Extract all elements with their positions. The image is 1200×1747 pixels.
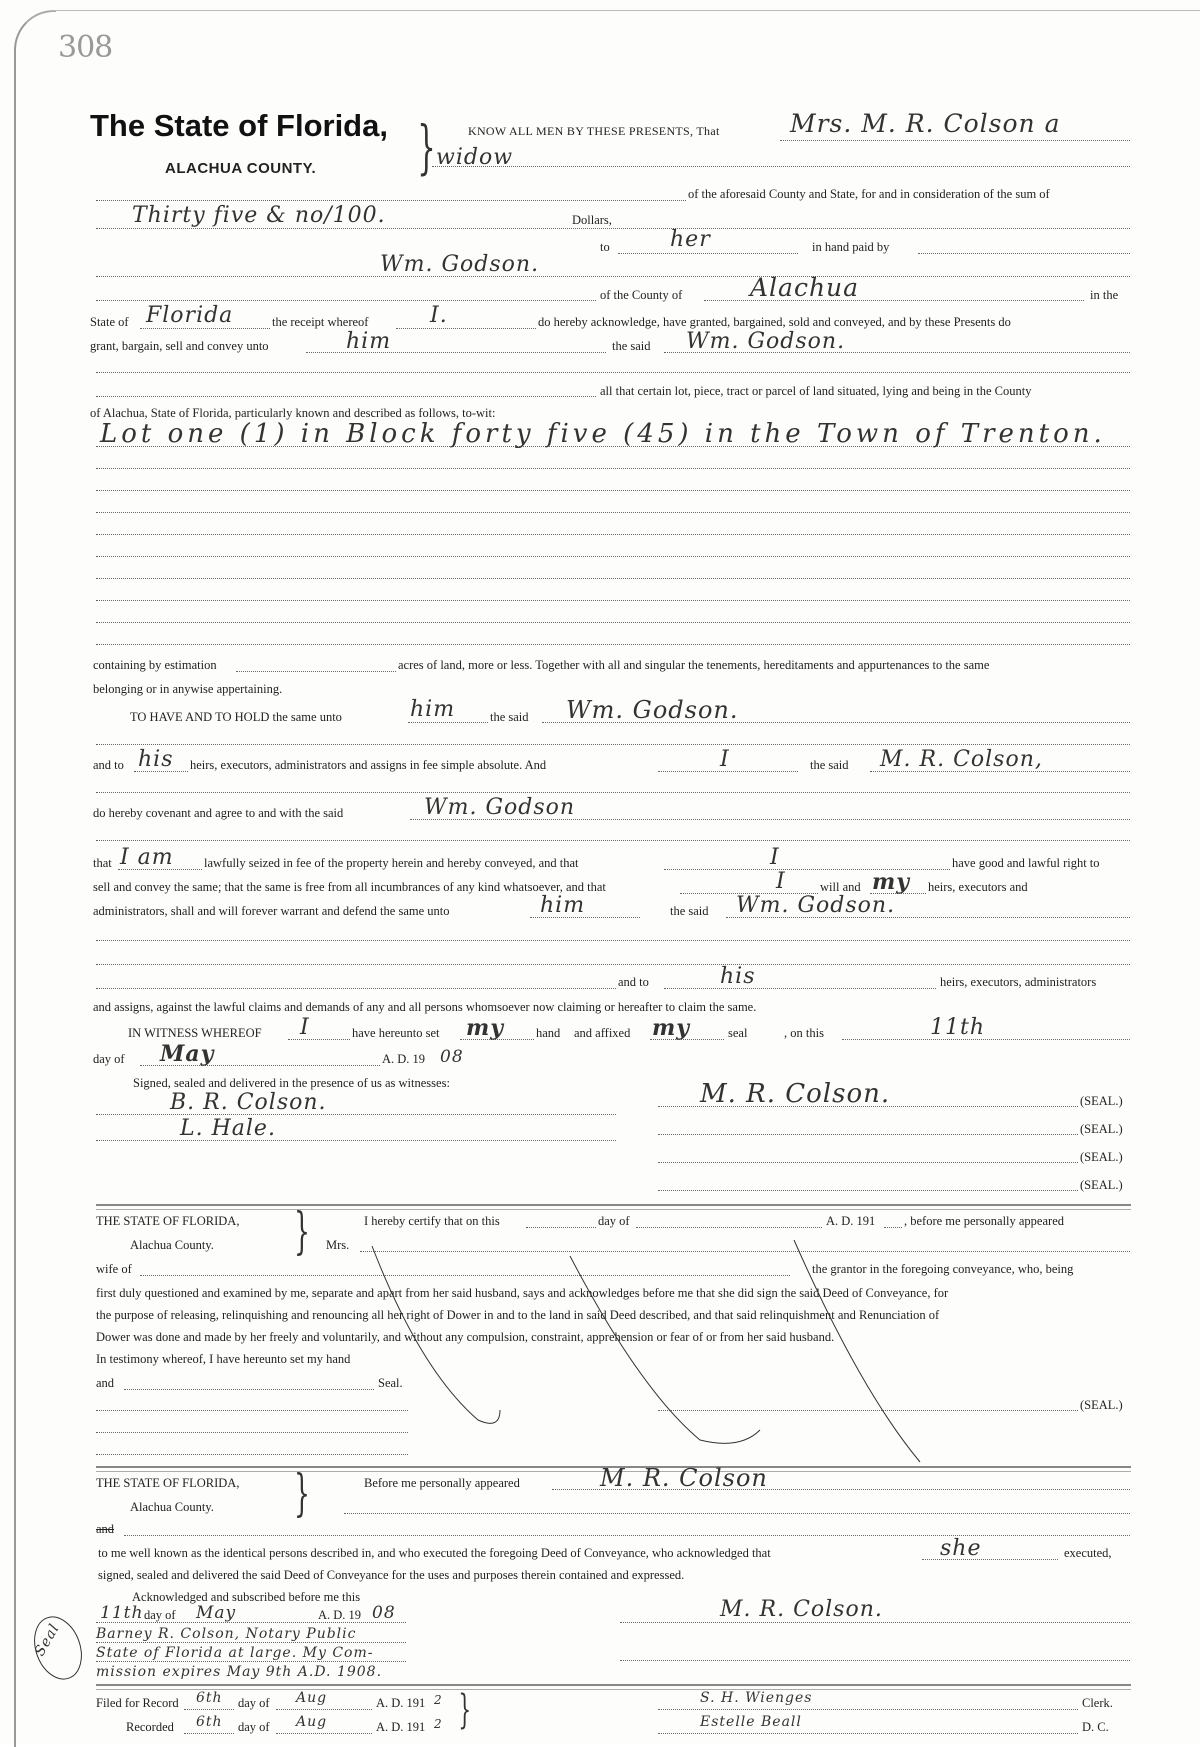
- grantor-handwritten: Mrs. M. R. Colson a: [790, 109, 1061, 138]
- ack-state: THE STATE OF FLORIDA,: [96, 1476, 240, 1490]
- witness-handwritten: I: [300, 1015, 310, 1040]
- dower-state: THE STATE OF FLORIDA,: [96, 1214, 240, 1228]
- text-assigns: and assigns, against the lawful claims and demands of any and all persons whomsoever now claiming or hereafter to claim the same.: [93, 1000, 757, 1014]
- brace: }: [293, 1464, 310, 1522]
- text-the-said: the said: [810, 758, 849, 772]
- day-handwritten: 11th: [930, 1015, 986, 1040]
- cancel-stroke: [570, 1256, 760, 1443]
- text-testimony: In testimony whereof, I have hereunto set my hand: [96, 1352, 351, 1366]
- notary-handwritten: mission expires May 9th A.D. 1908.: [96, 1664, 383, 1680]
- text-acknowledge: do hereby acknowledge, have granted, bargained, sold and conveyed, and by these Presents do: [538, 315, 1011, 329]
- text-belonging: belonging or in anywise appertaining.: [93, 682, 283, 696]
- text-heirs-admins: heirs, executors, administrators: [940, 975, 1097, 989]
- text-ad: A. D. 19: [382, 1052, 426, 1066]
- text-good-right: have good and lawful right to: [952, 856, 1100, 870]
- text-day-of: day of: [238, 1720, 270, 1734]
- lawfully-handwritten: I: [770, 845, 780, 870]
- seal-label: (SEAL.): [1080, 1094, 1123, 1108]
- text-day-of: day of: [93, 1052, 125, 1066]
- text-signed: signed, sealed and delivered the said Deed of Conveyance for the uses and purposes therein contained and expressed.: [98, 1568, 685, 1582]
- filed-month-handwritten: Aug: [296, 1690, 328, 1706]
- ack-signer-handwritten: M. R. Colson.: [720, 1597, 883, 1622]
- text-signed: Signed, sealed and delivered in the presence of us as witnesses:: [133, 1076, 450, 1090]
- state-handwritten: Florida: [146, 303, 234, 328]
- text-receipt: the receipt whereof: [272, 315, 369, 329]
- text-seal: seal: [728, 1026, 748, 1040]
- intro-text: KNOW ALL MEN BY THESE PRESENTS, That: [468, 124, 720, 138]
- month-handwritten: May: [160, 1041, 215, 1067]
- rec-month-handwritten: Aug: [296, 1714, 328, 1730]
- text-in-the: in the: [1090, 288, 1119, 302]
- payer-handwritten: Wm. Godson.: [380, 252, 540, 277]
- text-will-and: will and: [820, 880, 861, 894]
- and-handwritten: I: [720, 747, 730, 772]
- text-hereunto: have hereunto set: [352, 1026, 440, 1040]
- admins-handwritten: him: [540, 893, 586, 918]
- text-state-of: State of: [90, 315, 129, 329]
- and-to-handwritten: his: [138, 747, 174, 772]
- text-lawfully: lawfully seized in fee of the property herein and hereby conveyed, and that: [204, 856, 579, 870]
- text-day-of: day of: [598, 1214, 630, 1228]
- ack-month-handwritten: May: [196, 1603, 237, 1623]
- rec-year-handwritten: 2: [434, 1717, 443, 1731]
- year-handwritten: 08: [440, 1047, 464, 1067]
- seal-handwritten: Seal: [31, 1620, 63, 1660]
- text-ad: A. D. 191: [376, 1720, 426, 1734]
- page-number: 308: [58, 30, 113, 65]
- text-seal: Seal.: [378, 1376, 403, 1390]
- grantor-handwritten-2: widow: [436, 145, 514, 170]
- text-acknowledged: Acknowledged and subscribed before me this: [132, 1590, 361, 1604]
- text-and-struck: and: [96, 1522, 115, 1536]
- before-handwritten: M. R. Colson: [600, 1464, 768, 1492]
- seal-label: (SEAL.): [1080, 1178, 1123, 1192]
- admins-name-handwritten: Wm. Godson.: [736, 893, 896, 918]
- brace: }: [293, 1202, 310, 1260]
- text-filed: Filed for Record: [96, 1696, 179, 1710]
- form-county: ALACHUA COUNTY.: [165, 160, 317, 177]
- notary-seal-circle: [26, 1610, 89, 1685]
- cancel-stroke: [372, 1246, 500, 1423]
- text-grant: grant, bargain, sell and convey unto: [90, 339, 269, 353]
- text-before: , before me personally appeared: [904, 1214, 1064, 1228]
- text-executed: executed,: [1064, 1546, 1112, 1560]
- text-aforesaid: of the aforesaid County and State, for and in consideration of the sum of: [688, 187, 1050, 201]
- text-county-of: of the County of: [600, 288, 683, 302]
- text-the-said: the said: [670, 904, 709, 918]
- text-ad: A. D. 191: [376, 1696, 426, 1710]
- set-handwritten: my: [466, 1015, 505, 1041]
- text-and-to: and to: [93, 758, 124, 772]
- and-to-2-handwritten: his: [720, 964, 756, 989]
- form-title: The State of Florida,: [90, 108, 388, 143]
- habendum-name-handwritten: Wm. Godson.: [566, 696, 739, 724]
- habendum-handwritten: him: [410, 697, 456, 722]
- notary-handwritten: Barney R. Colson, Notary Public: [96, 1626, 357, 1642]
- text-grantor: the grantor in the foregoing conveyance, who, being: [812, 1262, 1074, 1276]
- text-affixed: and affixed: [574, 1026, 631, 1040]
- text-of-alachua: of Alachua, State of Florida, particularly known and described as follows, to-wit:: [90, 406, 496, 420]
- text-certify: I hereby certify that on this: [364, 1214, 500, 1228]
- clerk-handwritten: S. H. Wienges: [700, 1690, 813, 1706]
- covenant-handwritten: Wm. Godson: [424, 795, 576, 820]
- text-hand: hand: [536, 1026, 561, 1040]
- description-handwritten: Lot one (1) in Block forty five (45) in the Town of Trenton.: [100, 419, 1106, 449]
- text-mrs: Mrs.: [326, 1238, 350, 1252]
- ack-county: Alachua County.: [130, 1500, 214, 1514]
- grant-handwritten: him: [346, 329, 392, 354]
- dc-handwritten: Estelle Beall: [700, 1714, 802, 1730]
- receipt-handwritten: I.: [430, 303, 448, 328]
- will-handwritten: my: [872, 869, 911, 895]
- text-recorded: Recorded: [126, 1720, 174, 1734]
- text-all-that: all that certain lot, piece, tract or parcel of land situated, lying and being in the County: [600, 384, 1032, 398]
- text-heirs-exec: heirs, executors and: [928, 880, 1028, 894]
- text-and-to: and to: [618, 975, 649, 989]
- cancel-stroke: [794, 1240, 920, 1462]
- filed-year-handwritten: 2: [434, 1693, 443, 1707]
- brace: }: [458, 1687, 472, 1733]
- grantee-handwritten: Wm. Godson.: [686, 329, 846, 354]
- text-ad: A. D. 19: [318, 1608, 362, 1622]
- notary-handwritten: State of Florida at large. My Com-: [96, 1645, 374, 1661]
- witness-1-handwritten: B. R. Colson.: [170, 1090, 327, 1115]
- text-heirs-fee: heirs, executors, administrators and assigns in fee simple absolute. And: [190, 758, 547, 772]
- text-to: to: [600, 240, 610, 254]
- amount-handwritten: Thirty five & no/100.: [132, 203, 386, 228]
- text-day-of: day of: [144, 1608, 176, 1622]
- dower-text: first duly questioned and examined by me, separate and apart from her said husband, says and acknowledges before me that she did sign the said Deed of Conveyance, for: [96, 1286, 949, 1300]
- sell-handwritten: I: [776, 869, 786, 894]
- to-handwritten: her: [670, 227, 711, 252]
- dower-text: the purpose of releasing, relinquishing and renouncing all her right of Dower in and to the land in said Deed described, and that said relinquishment and Renunciation of: [96, 1308, 940, 1322]
- signer-handwritten: M. R. Colson.: [700, 1079, 891, 1109]
- text-before: Before me personally appeared: [364, 1476, 520, 1490]
- text-dollars: Dollars,: [572, 213, 612, 227]
- text-sell: sell and convey the same; that the same is free from all incumbrances of any kind whatsoever, and that: [93, 880, 606, 894]
- county-handwritten: Alachua: [750, 273, 860, 302]
- text-that: that: [93, 856, 112, 870]
- said-handwritten: M. R. Colson,: [880, 747, 1043, 772]
- text-and: and: [96, 1376, 115, 1390]
- rec-day-handwritten: 6th: [196, 1714, 223, 1730]
- that-handwritten: I am: [120, 845, 174, 870]
- text-covenant: do hereby covenant and agree to and with the said: [93, 806, 344, 820]
- dower-county: Alachua County.: [130, 1238, 214, 1252]
- seal-label: (SEAL.): [1080, 1122, 1123, 1136]
- filed-day-handwritten: 6th: [196, 1690, 223, 1706]
- text-acres: acres of land, more or less. Together with all and singular the tenements, hereditaments and appurtenances to the same: [398, 658, 990, 672]
- text-on-this: , on this: [784, 1026, 824, 1040]
- text-clerk: Clerk.: [1082, 1696, 1113, 1710]
- text-dc: D. C.: [1082, 1720, 1109, 1734]
- affixed-handwritten: my: [652, 1015, 691, 1041]
- text-day-of: day of: [238, 1696, 270, 1710]
- text-the-said: the said: [490, 710, 529, 724]
- seal-label: (SEAL.): [1080, 1398, 1123, 1412]
- text-the-said: the said: [612, 339, 651, 353]
- text-paid-by: in hand paid by: [812, 240, 890, 254]
- dower-text: Dower was done and made by her freely and voluntarily, and without any compulsion, constraint, apprehension or fear of or from her said husband.: [96, 1330, 835, 1344]
- text-admins: administrators, shall and will forever warrant and defend the same unto: [93, 904, 450, 918]
- brace: }: [417, 113, 436, 181]
- text-witness: IN WITNESS WHEREOF: [128, 1026, 262, 1040]
- text-wife-of: wife of: [96, 1262, 132, 1276]
- text-containing: containing by estimation: [93, 658, 217, 672]
- text-ad: A. D. 191: [826, 1214, 876, 1228]
- known-handwritten: she: [940, 1536, 982, 1561]
- text-habendum: TO HAVE AND TO HOLD the same unto: [130, 710, 342, 724]
- seal-label: (SEAL.): [1080, 1150, 1123, 1164]
- witness-2-handwritten: L. Hale.: [180, 1116, 276, 1141]
- ack-day-handwritten: 11th: [100, 1603, 144, 1623]
- text-known: to me well known as the identical persons described in, and who executed the foregoing Deed of Conveyance, who acknowledged that: [98, 1546, 771, 1560]
- ack-year-handwritten: 08: [372, 1603, 396, 1623]
